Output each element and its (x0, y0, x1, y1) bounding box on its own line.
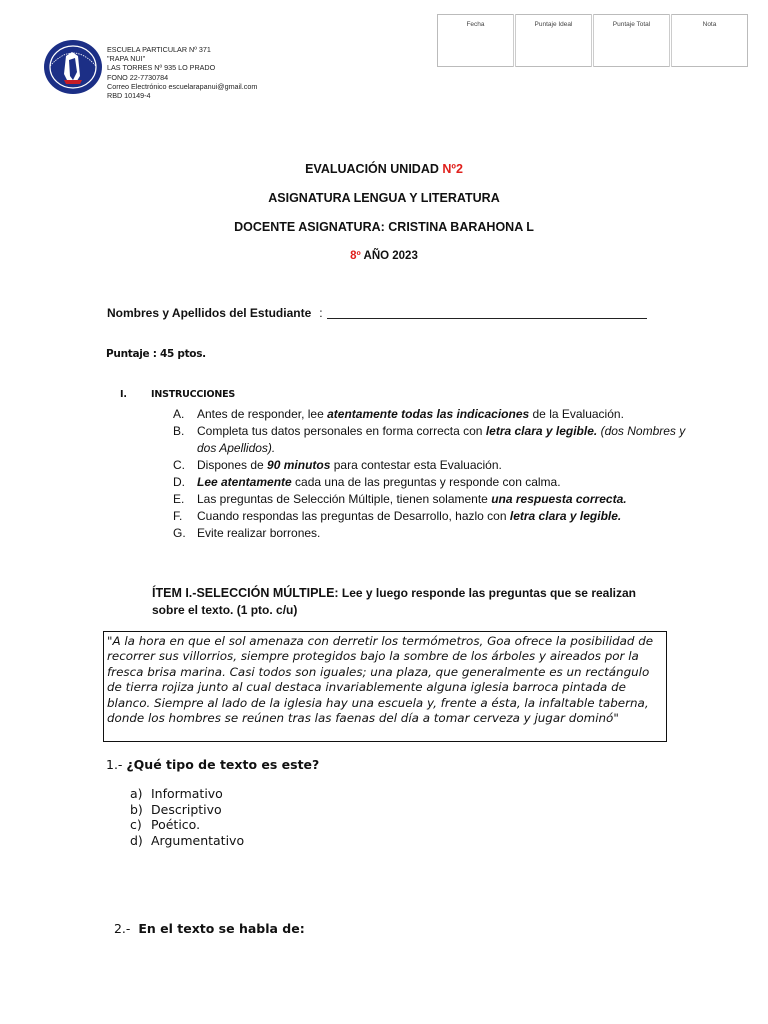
subject-title: ASIGNATURA LENGUA Y LITERATURA (268, 191, 500, 205)
score-cell-grade[interactable]: Nota (671, 15, 748, 67)
school-logo (42, 36, 104, 98)
score-cell-date[interactable]: Fecha (438, 15, 515, 67)
school-info (107, 45, 257, 100)
option-a[interactable]: a) Informativo (130, 786, 223, 801)
list-item: D. Lee atentamente cada una de las preguntas y responde con calma. (173, 475, 561, 489)
teacher-title: DOCENTE ASIGNATURA: CRISTINA BARAHONA L (234, 220, 534, 234)
total-score: Puntaje : 45 ptos. (106, 348, 206, 360)
school-crest-icon (42, 36, 104, 98)
school-email: Correo Electrónico escuelarapanui@gmail.com (107, 81, 258, 91)
grade-number: 8º (350, 250, 361, 262)
student-name-line: Nombres y Apellidos del Estudiante : (107, 306, 647, 320)
score-table (437, 14, 748, 67)
list-item: F. Cuando respondas las preguntas de Desarrollo, hazlo con letra clara y legible. (173, 509, 622, 523)
list-item: A. Antes de responder, lee atentamente todas las indicaciones de la Evaluación. (173, 407, 624, 421)
instructions-heading: I. INSTRUCCIONES (120, 389, 236, 400)
student-name-field[interactable] (327, 306, 647, 319)
evaluation-number: Nº2 (442, 162, 463, 176)
option-d[interactable]: d) Argumentativo (130, 832, 245, 848)
school-name: ESCUELA PARTICULAR Nº 371 (107, 45, 211, 54)
list-item: C. Dispones de 90 minutos para contestar esta Evaluación. (173, 458, 502, 472)
question-1-options (130, 786, 244, 848)
item-1-heading: ÍTEM I.-SELECCIÓN MÚLTIPLE: Lee y luego responde las preguntas que se realizan sobre el texto. (1 pto. c/u) (152, 586, 637, 617)
reading-passage: "A la hora en que el sol amenaza con derretir los termómetros, Goa ofrece la posibilidad de recorrer sus villorrios, siempre protegidos bajo la sombre de los árboles y aireados por la fresca brisa marina. Casi todos son iguales; una plaza, que generalmente es un rectángulo de tierra rojiza junto al cual destaca invariablemente alguna iglesia barroca pintada de blanco. Siempre al lado de la iglesia hay una escuela y, frente a ésta, la infaltable taberna, donde los hombres se reúnen tras las faenas del día a tomar cerveza y jugar dominó" (103, 631, 667, 742)
list-item: E. Las preguntas de Selección Múltiple, tienen solamente una respuesta correcta. (173, 492, 627, 506)
list-item: B. Completa tus datos personales en forma correcta con letra clara y legible. (dos Nombres y dos Apellidos). (173, 424, 686, 455)
question-2: 2.- En el texto se habla de: (113, 921, 305, 936)
instructions-list (173, 406, 693, 542)
option-b[interactable]: b) Descriptivo (130, 801, 222, 817)
list-item: G. Evite realizar borrones. (173, 526, 321, 540)
question-1: 1.- ¿Qué tipo de texto es este? (106, 757, 320, 772)
option-c[interactable]: c) Poético. (130, 817, 201, 832)
school-phone: FONO 22-7730784 (107, 72, 169, 82)
school-address: LAS TORRES Nº 935 LO PRADO (107, 63, 216, 73)
score-table-row (438, 15, 748, 67)
score-cell-total[interactable]: Puntaje Total (593, 15, 671, 67)
score-cell-ideal[interactable]: Puntaje Ideal (515, 15, 593, 67)
evaluation-title: EVALUACIÓN UNIDAD Nº2 (305, 162, 463, 176)
student-name-label: Nombres y Apellidos del Estudiante (107, 306, 312, 320)
grade-title: 8º AÑO 2023 (350, 250, 418, 262)
school-rbd: RBD 10149-4 (107, 91, 151, 101)
school-nickname: "RAPA NUI" (107, 54, 146, 64)
